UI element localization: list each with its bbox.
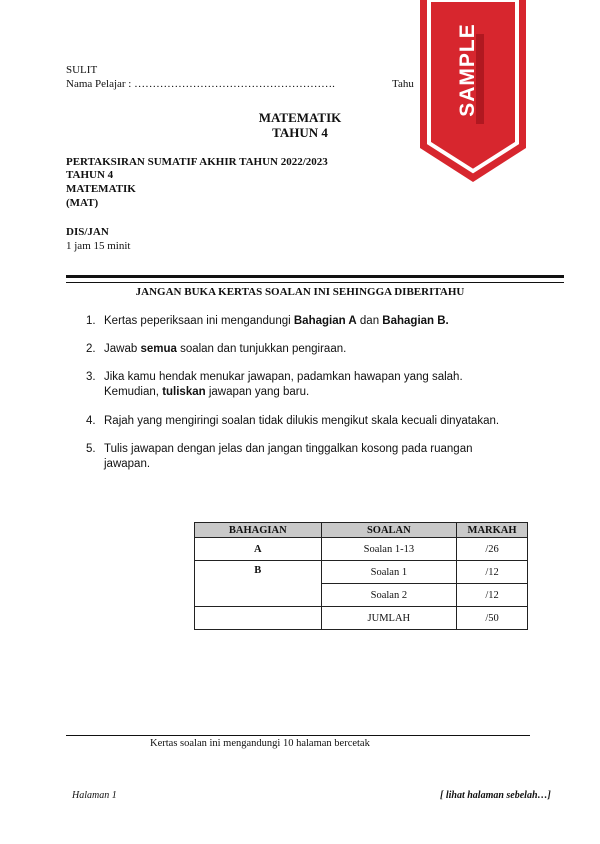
instruction-number: 1. [86,315,96,327]
exam-year: TAHUN 4 [66,169,114,181]
divider-thick [66,275,564,278]
page-count-note: Kertas soalan ini mengandungi 10 halaman bercetak [150,738,370,749]
cell-soalan: JUMLAH [321,607,456,630]
cell-bahagian: A [195,538,322,561]
header-bahagian: BAHAGIAN [195,523,322,538]
instruction-text: Jawab [104,343,141,355]
instruction-item [86,370,556,402]
year-label: Tahu [392,78,414,90]
cell-soalan: Soalan 2 [321,584,456,607]
instruction-text: soalan dan tunjukkan pengiraan. [176,343,347,355]
instruction-text: Kemudian, [104,386,163,398]
cell-soalan: Soalan 1 [321,561,456,584]
table-row [195,538,528,561]
table-row [195,607,528,630]
ribbon-outer [420,0,526,182]
instruction-item [86,442,556,474]
page-label: Halaman 1 [72,790,117,801]
footer-divider [66,735,530,736]
instruction-number: 3. [86,371,96,383]
instruction-number: 5. [86,443,96,455]
year-title: TAHUN 4 [272,125,328,140]
cell-markah: /12 [457,584,528,607]
cell-soalan: Soalan 1-13 [321,538,456,561]
cell-markah: /26 [457,538,528,561]
cell-bahagian [195,607,322,630]
instruction-emphasis: Bahagian A [293,315,357,327]
instruction-number: 4. [86,415,96,427]
sample-ribbon-icon [420,0,526,182]
exam-subject-code: (MAT) [66,197,99,209]
instruction-text: dan [356,315,383,327]
student-name-field: Nama Pelajar : ………………………………………………. [66,78,335,90]
ribbon-bar [476,34,484,124]
header-markah: MARKAH [457,523,528,538]
exam-duration: 1 jam 15 minit [66,240,131,252]
instruction-emphasis: tuliskan [162,386,206,398]
instruction-number: 2. [86,343,96,355]
cell-markah: /50 [457,607,528,630]
instruction-item [86,314,556,330]
warning-text: JANGAN BUKA KERTAS SOALAN INI SEHINGGA DIBERITAHU [135,286,465,298]
instruction-text: Rajah yang mengiringi soalan tidak dilukis mengikut skala kecuali dinyatakan. [104,415,500,427]
sample-watermark [420,0,526,182]
divider-thin [66,282,564,283]
instruction-emphasis: semua [140,343,177,355]
instruction-text: jawapan. [104,458,151,470]
instruction-text: Jika kamu hendak menukar jawapan, padamkan hawapan yang salah. [104,371,463,383]
instruction-text: Tulis jawapan dengan jelas dan jangan tinggalkan kosong pada ruangan [104,443,473,455]
instruction-text: Kertas peperiksaan ini mengandungi [104,315,294,327]
header-soalan: SOALAN [321,523,456,538]
next-page-note: [ lihat halaman sebelah…] [440,790,551,801]
watermark-text: SAMPLE [456,23,479,117]
table-header-row [195,523,528,538]
instruction-item [86,414,556,430]
exam-subject: MATEMATIK [66,183,136,195]
marks-table [194,522,528,630]
subject-title: MATEMATIK [258,110,342,125]
instruction-text: jawapan yang baru. [205,386,310,398]
cell-bahagian: B [195,561,322,607]
cell-markah: /12 [457,561,528,584]
exam-session: DIS/JAN [66,226,109,238]
exam-name: PERTAKSIRAN SUMATIF AKHIR TAHUN 2022/2023 [66,156,328,168]
classification-label: SULIT [66,64,98,76]
table-row [195,561,528,584]
instruction-emphasis: Bahagian B. [382,315,449,327]
instruction-item [86,342,556,358]
